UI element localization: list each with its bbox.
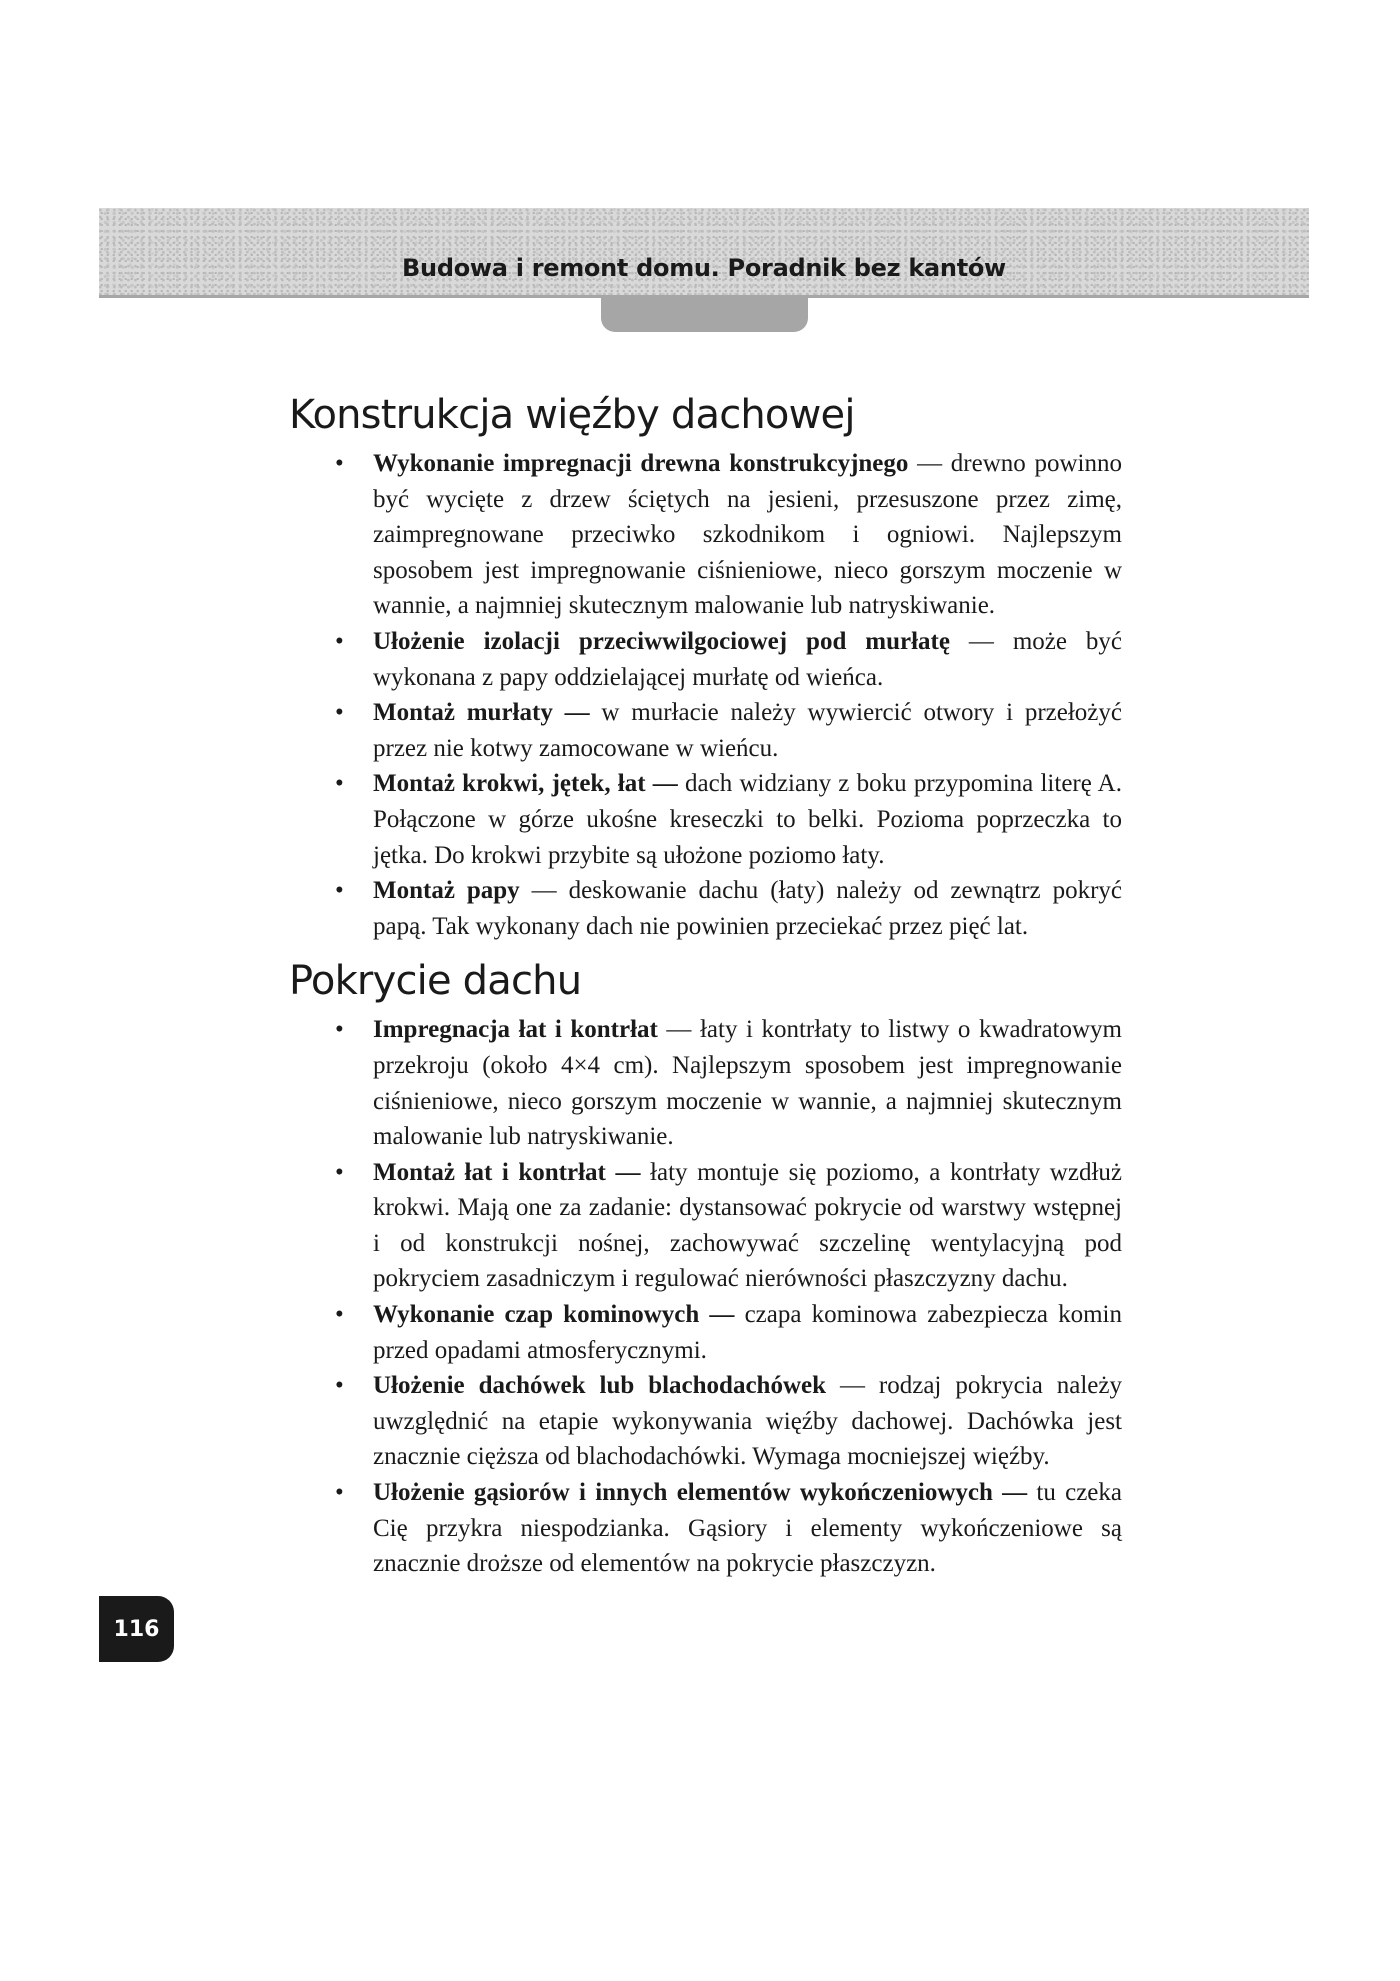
list-item-text: łaty montuje się poziomo, a kontrłaty wzdłuż krokwi. Mają one za zadanie: dystansować pokrycie od warstwy wstępnej i od konstrukcji nośnej, zachowywać szczelinę wentylacyjną pod pokryciem zasadniczym i regulować nierówności płaszczyzny dachu. [373,1158,1123,1293]
list-item [373,446,1122,624]
list-item-text: dach widziany z boku przypomina literę A. Połączone w górze ukośne kreseczki to belki. Pozioma poprzeczka to jętka. Do krokwi przybite są ułożone poziomo łaty. [373,770,1122,869]
list-item-term: Montaż murłaty — [373,699,590,727]
running-header-title: Budowa i remont domu. Poradnik bez kantów [402,254,1006,282]
list-item-text: — deskowanie dachu (łaty) należy od zewnątrz pokryć papą. Tak wykonany dach nie powinien przeciekać przez pięć lat. [373,877,1122,940]
list-item-term: Wykonanie impregnacji drewna konstrukcyjnego [373,450,909,477]
list-item [373,1297,1122,1368]
list-item-text: tu czeka Cię przykra niespodzianka. Gąsiory i elementy wykończeniowe są znacznie droższe od elementów na pokrycie płaszczyzn. [373,1479,1122,1578]
list-item [373,1012,1122,1154]
roof-truss-list [289,446,1122,944]
section-heading-roof-truss: Konstrukcja więźby dachowej [289,392,855,438]
list-item-text: — drewno powinno być wycięte z drzew ściętych na jesieni, przesuszone przez zimę, zaimpregnowane przeciwko szkodnikom i ogniowi. Najlepszym sposobem jest impregnowanie ciśnieniowe, nieco gorszym moczenie w wannie, a najmniej skutecznym malowanie lub natryskiwanie. [373,450,1122,620]
list-item-term: Impregnacja łat i kontrłat [373,1016,658,1044]
page-number: 116 [99,1596,174,1662]
list-item-term: Ułożenie izolacji przeciwwilgociowej pod murłatę [373,627,950,655]
list-item-text: czapa kominowa zabezpiecza komin przed opadami atmosferycznymi. [373,1301,1122,1364]
list-item-term: Montaż łat i kontrłat — [373,1158,641,1186]
section-heading-roof-covering: Pokrycie dachu [289,958,582,1005]
list-item-text: — może być wykonana z papy oddzielającej murłatę od wieńca. [373,627,1122,691]
list-item [373,1368,1122,1475]
roof-covering-list [289,1012,1122,1582]
list-item-text: — łaty i kontrłaty to listwy o kwadratowym przekroju (około 4×4 cm). Najlepszym sposobem jest impregnowanie ciśnieniowe, nieco gorszym moczenie w wannie, a najmniej skutecznym malowanie lub natryskiwanie. [373,1016,1122,1151]
list-item-term: Ułożenie gąsiorów i innych elementów wykończeniowych — [373,1479,1028,1507]
list-item-term: Ułożenie dachówek lub blachodachówek [373,1372,827,1400]
header-tab [601,298,808,332]
list-item-term: Wykonanie czap kominowych — [373,1301,735,1329]
list-item-term: Montaż krokwi, jętek, łat — [373,770,678,798]
list-item-text: — rodzaj pokrycia należy uwzględnić na etapie wykonywania więźby dachowej. Dachówka jest znacznie cięższa od blachodachówki. Wymaga mocniejszej więźby. [373,1372,1122,1471]
list-item [373,1475,1122,1582]
list-item-text: w murłacie należy wywiercić otwory i przełożyć przez nie kotwy zamocowane w wieńcu. [373,699,1122,762]
list-item [373,624,1122,695]
list-item-term: Montaż papy [373,877,520,905]
page-content [289,384,1122,1582]
list-item [373,766,1122,873]
list-item [373,1155,1122,1297]
list-item [373,695,1122,766]
list-item [373,873,1122,944]
